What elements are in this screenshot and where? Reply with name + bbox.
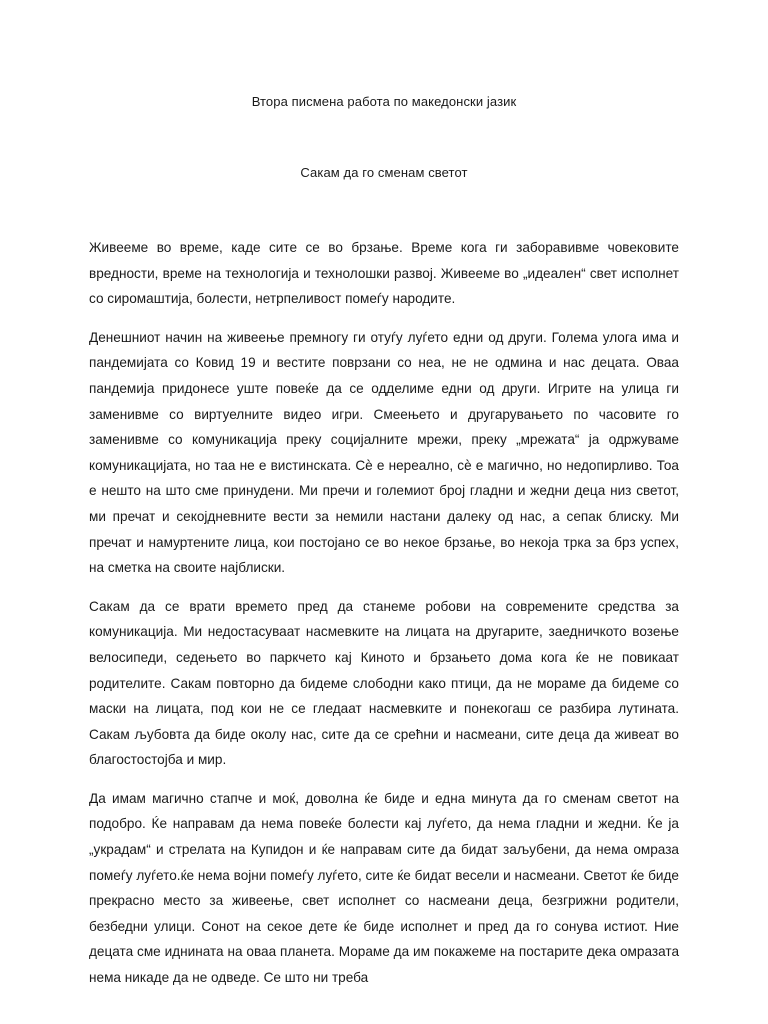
- document-header: Втора писмена работа по македонски јазик: [251, 94, 517, 109]
- paragraph: Сакам да се врати времето пред да станеме робови на современите средства за комуникација. Ми недостасуваат насмевките на лицата на другарите, заедничкото возење велосипеди, седењето во паркчето кај Киното и брзањето дома кога ќе не повикаат родителите. Сакам повторно да бидеме слободни како птици, да не мораме да бидеме со маски на лицата, под кои не се гледаат насмевките и понекогаш се разбира лутината. Сакам љубовта да биде околу нас, сите да се срећни и насмеани, сите деца да живеат во благостостојба и мир.: [89, 598, 679, 768]
- paragraph: Живееме во време, каде сите се во брзање. Време кога ги заборавивме човековите вредности, време на технологија и технолошки развој. Живееме во „идеален“ свет исполнет со сиромаштија, болести, нетрпеливост помеѓу народите.: [89, 240, 679, 307]
- paragraph: Да имам магично стапче и моќ, доволна ќе биде и една минута да го сменам светот на подобро. Ќе направам да нема повеќе болести кај луѓето, да нема гладни и жедни. Ќе ја „украдам“ и стрелата на Купидон и ќе направам сите да бидат заљубени, да нема омраза помеѓу луѓето.ќе нема војни помеѓу луѓето, сите ќе бидат весели и насмеани. Светот ќе биде прекрасно место за живеење, свет исполнет со насмеани деца, безгрижни родители, безбедни улици. Сонот на секое дете ќе биде исполнет и пред да го сонува истиот. Ние децата сме иднината на оваа планета. Мораме да им покажеме на постарите дека омразата нема никаде да не одведе. Се што ни треба: [89, 790, 679, 986]
- essay-title: Сакам да го сменам светот: [300, 165, 468, 180]
- essay-body: [89, 235, 679, 1004]
- paragraph: Денешниот начин на живеење премногу ги отуѓу луѓето едни од други. Голема улога има и пандемијата со Ковид 19 и вестите поврзани со неа, не не одмина и нас децата. Оваа пандемија придонесе уште повеќе да се одделиме едни од други. Игрите на улица ги заменивме со виртуелните видео игри. Смеењето и другарувањето по часовите го заменивме со комуникација преку социјалните мрежи, преку „мрежата“ ја одржуваме комуникацијата, но таа не е вистинската. Сѐ е нереално, сѐ е магично, но недопирливо. Тоа е нешто на што сме принудени. Ми пречи и големиот број гладни и жедни деца низ светот, ми пречат и секојдневните вести за немили настани далеку од нас, а сепак блиску. Ми пречат и намуртените лица, кои постојано се во некое брзање, во некоја трка за брз успех, на сметка на своите најблиски.: [89, 329, 679, 576]
